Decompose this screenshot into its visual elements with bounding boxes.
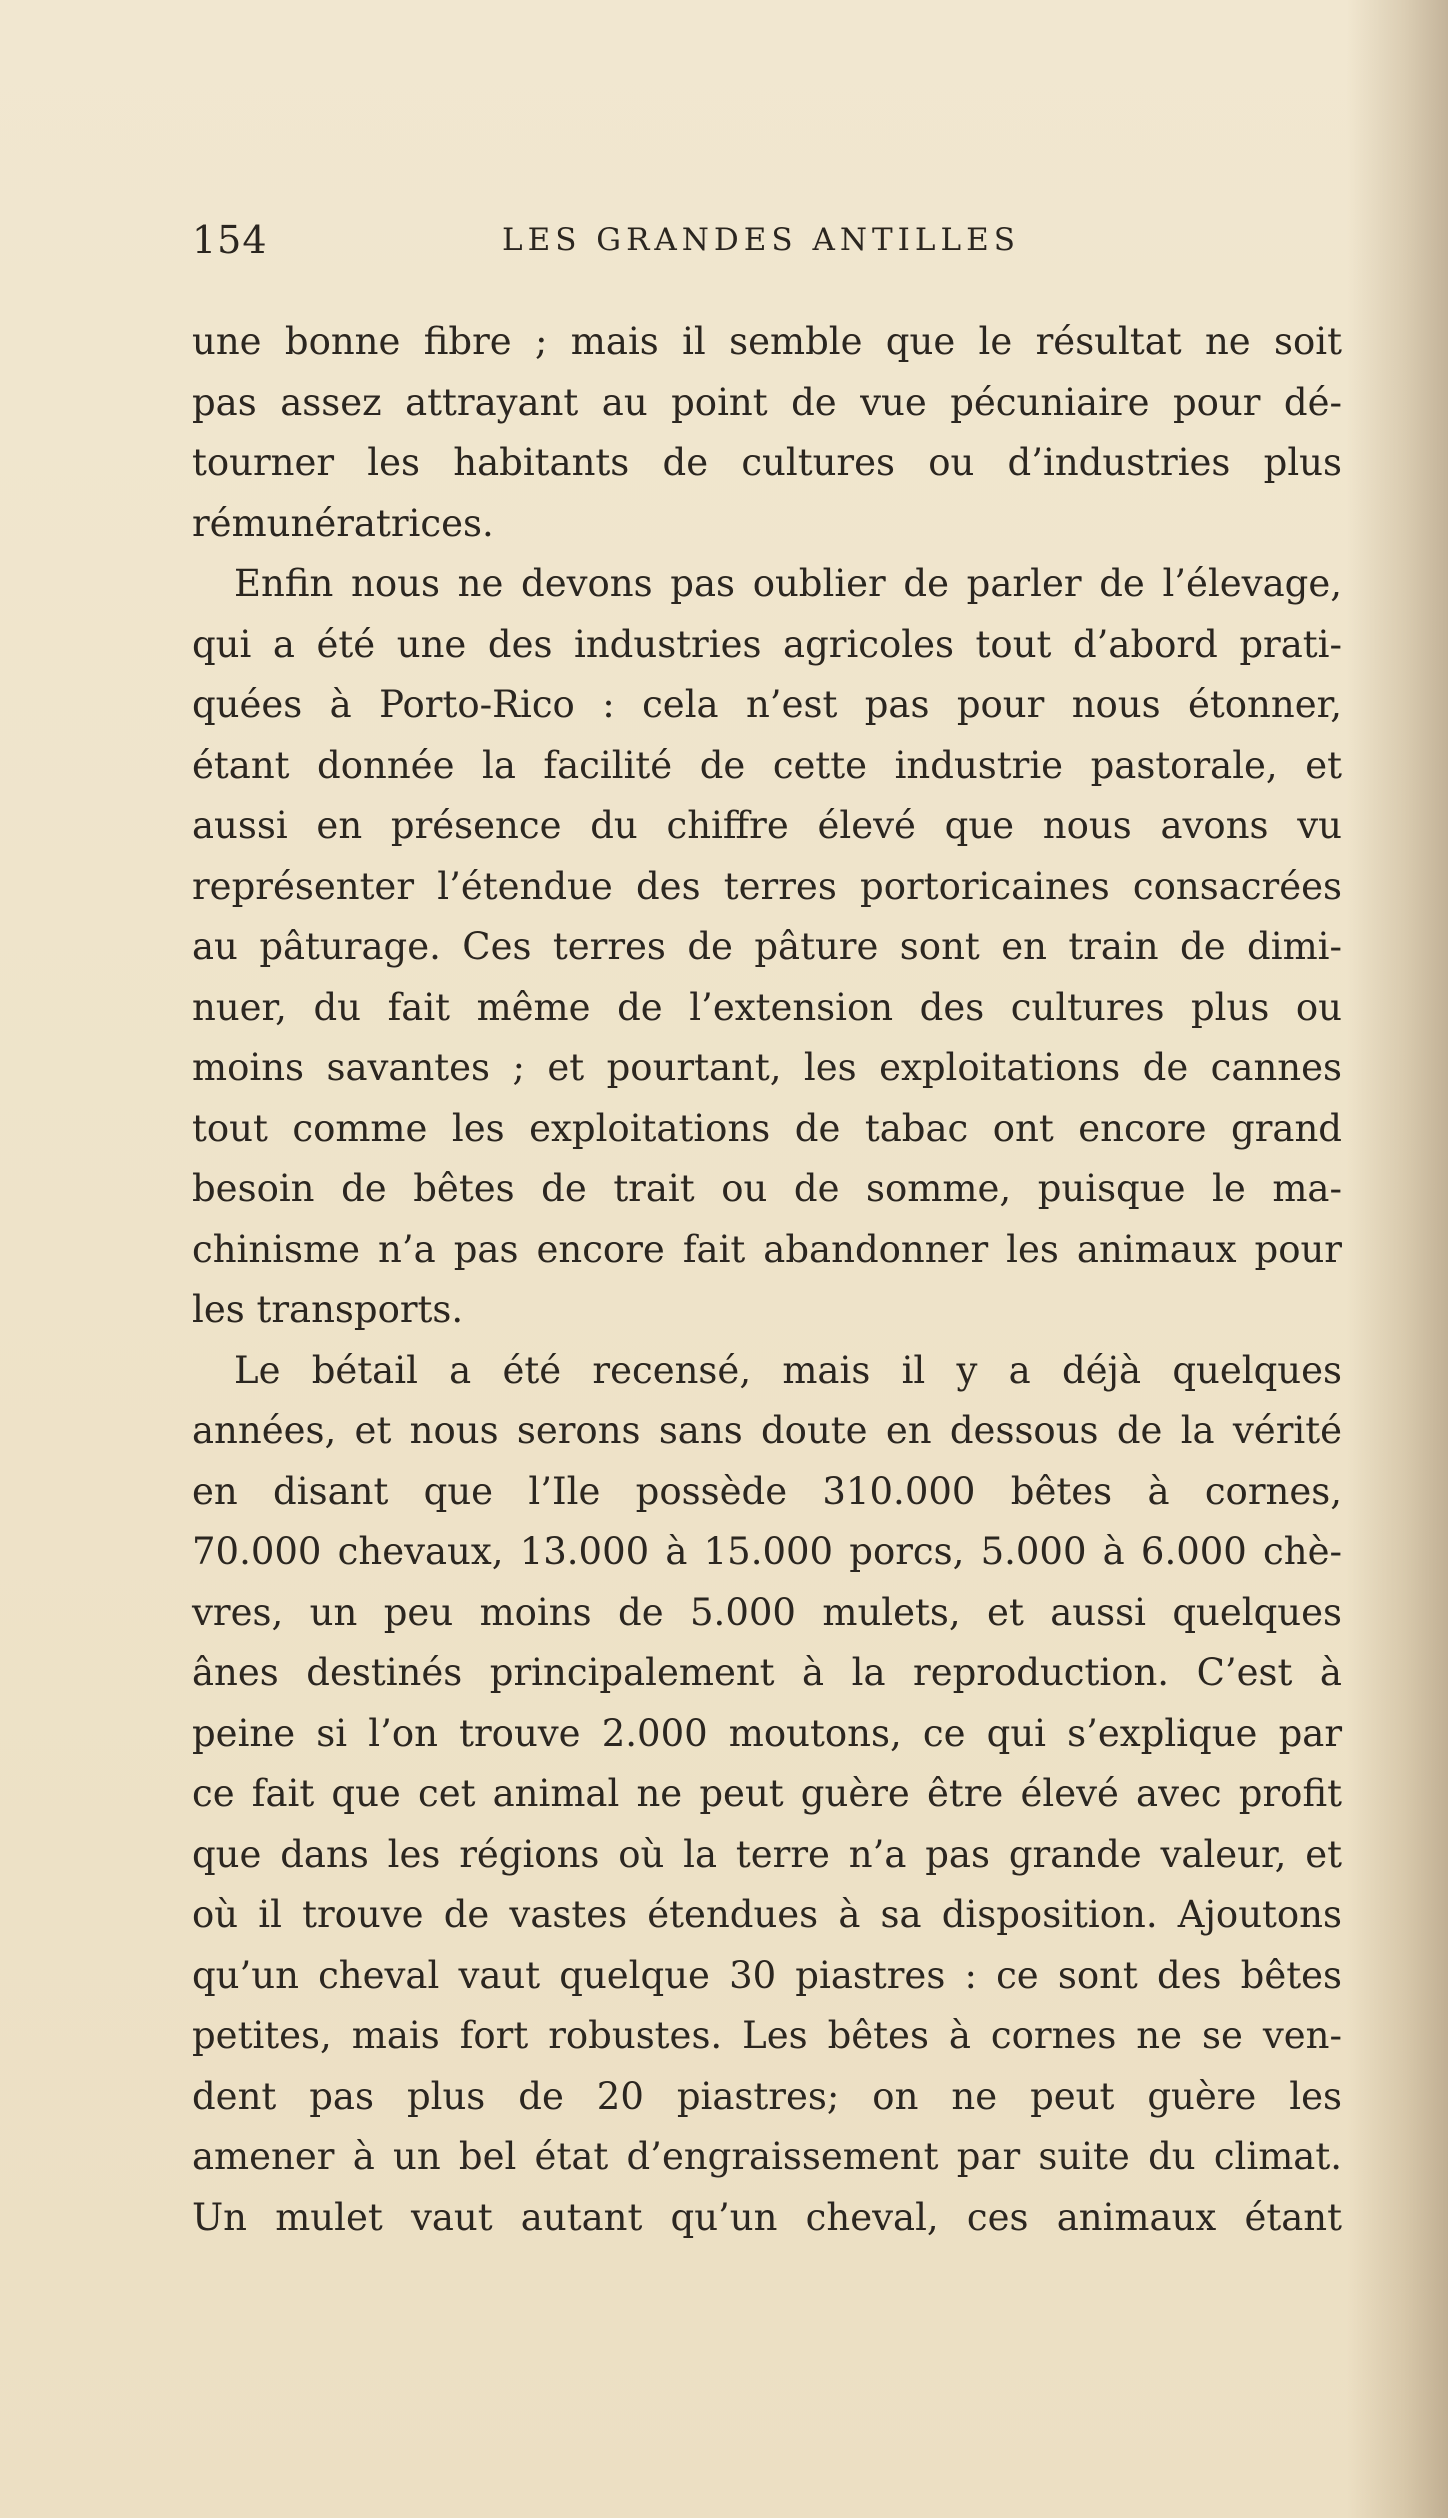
text-line: rémunératrices. (192, 501, 494, 545)
text-line: ânes destinés principalement à la reproduction. C’est à (192, 1651, 1342, 1694)
text-line: les transports. (192, 1288, 464, 1331)
text-line: que dans les régions où la terre n’a pas grande valeur, et (192, 1832, 1342, 1876)
text-line: ce fait que cet animal ne peut guère être élevé avec profit (192, 1772, 1342, 1815)
text-line: vres, un peu moins de 5.000 mulets, et aussi quelques (192, 1590, 1342, 1634)
text-line: petites, mais fort robustes. Les bêtes à cornes ne se ven- (192, 2014, 1342, 2057)
text-line: années, et nous serons sans doute en dessous de la vérité (192, 1409, 1342, 1452)
text-line: amener à un bel état d’engraissement par suite du climat. (192, 2135, 1342, 2178)
text-line: représenter l’étendue des terres portoricaines consacrées (192, 864, 1342, 908)
text-line: une bonne fibre ; mais il semble que le résultat ne soit (192, 320, 1342, 363)
text-line: peine si l’on trouve 2.000 moutons, ce qui s’explique par (192, 1711, 1342, 1755)
text-line: 70.000 chevaux, 13.000 à 15.000 porcs, 5.000 à 6.000 chè- (192, 1530, 1342, 1573)
text-line: dent pas plus de 20 piastres; on ne peut guère les (192, 2074, 1342, 2118)
text-line: moins savantes ; et pourtant, les exploitations de cannes (192, 1046, 1342, 1089)
text-line: nuer, du fait même de l’extension des cultures plus ou (192, 985, 1342, 1029)
text-line: au pâturage. Ces terres de pâture sont en train de dimi- (192, 925, 1342, 968)
text-line: quées à Porto-Rico : cela n’est pas pour nous étonner, (192, 683, 1342, 726)
text-line: en disant que l’Ile possède 310.000 bêtes à cornes, (192, 1469, 1342, 1513)
text-line: où il trouve de vastes étendues à sa disposition. Ajoutons (192, 1893, 1342, 1936)
page-header (192, 218, 1342, 278)
text-line: besoin de bêtes de trait ou de somme, puisque le ma- (192, 1167, 1342, 1210)
text-line: aussi en présence du chiffre élevé que nous avons vu (192, 804, 1342, 847)
text-line: Le bétail a été recensé, mais il y a déjà quelques (234, 1348, 1342, 1392)
text-line: qui a été une des industries agricoles tout d’abord prati- (192, 622, 1342, 666)
text-line: qu’un cheval vaut quelque 30 piastres : ce sont des bêtes (192, 1953, 1342, 1997)
page-number: 154 (192, 218, 268, 262)
text-line: tout comme les exploitations de tabac ont encore grand (192, 1106, 1342, 1150)
running-title: LES GRANDES ANTILLES (502, 222, 1020, 258)
text-line: chinisme n’a pas encore fait abandonner les animaux pour (192, 1227, 1342, 1271)
text-line: Un mulet vaut autant qu’un cheval, ces animaux étant (192, 2195, 1342, 2239)
text-line: tourner les habitants de cultures ou d’industries plus (192, 441, 1342, 484)
text-line: pas assez attrayant au point de vue pécuniaire pour dé- (192, 380, 1342, 424)
text-line: Enfin nous ne devons pas oublier de parler de l’élevage, (234, 562, 1342, 605)
body-text (192, 312, 1342, 2248)
text-line: étant donnée la facilité de cette industrie pastorale, et (192, 743, 1342, 787)
